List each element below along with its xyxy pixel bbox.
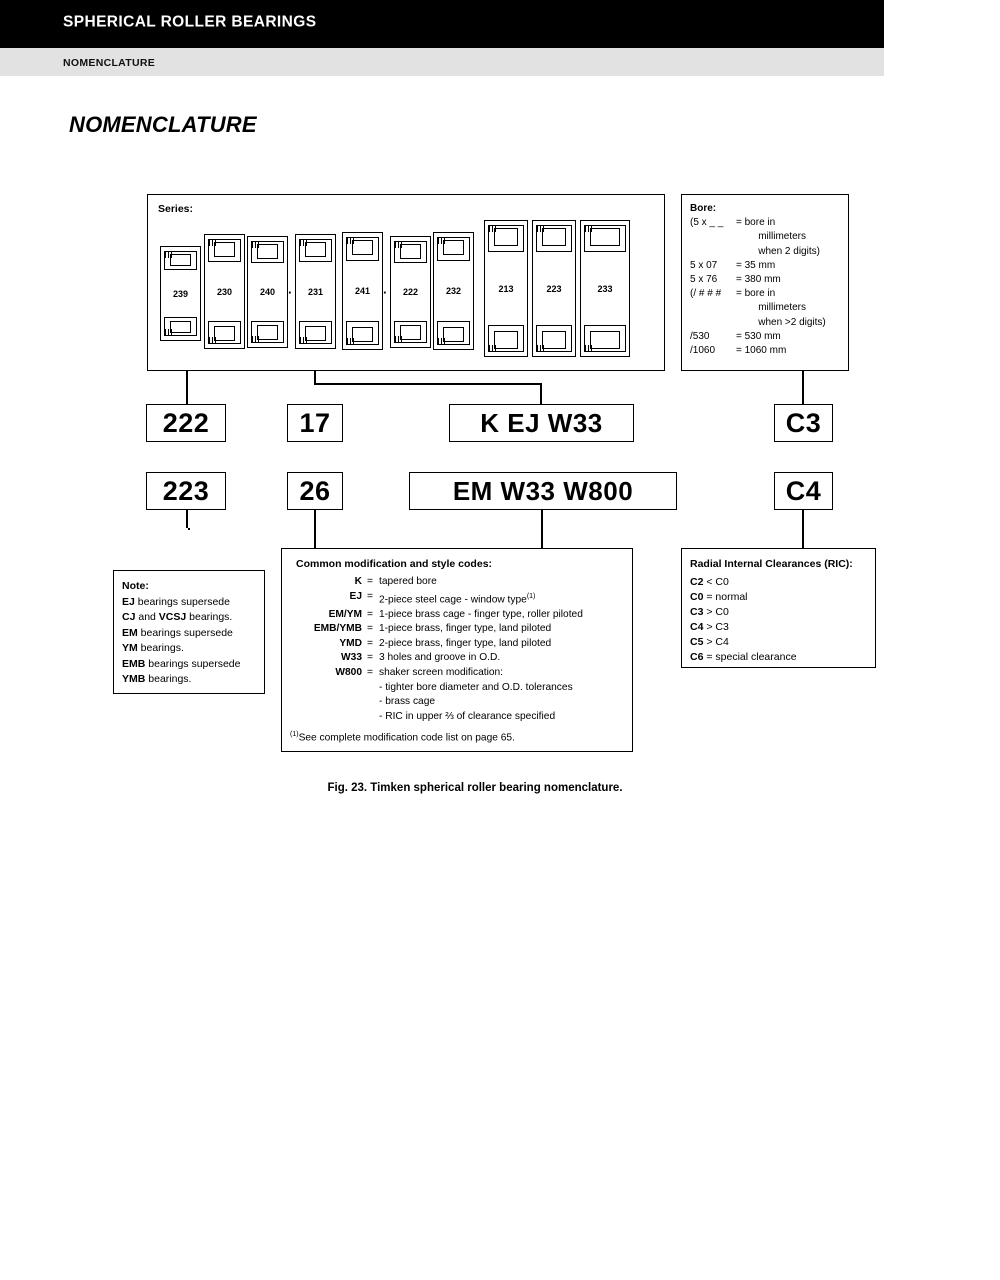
series-cell-label: 239 [172,289,189,299]
bore-line-code: (/ # # # [690,288,722,300]
series-cell-label: 241 [354,286,371,296]
bore-line-code [690,230,736,244]
hatch-icon [438,338,445,344]
note-box-content [122,579,258,688]
bore-line-desc: millimeters [736,231,807,243]
bore-line [690,316,826,330]
bearing-roller-icon [170,321,191,333]
ric-code: C4 [690,621,704,633]
modification-desc: 1-piece brass, finger type, land piloted [379,623,552,635]
bearing-roller-icon [542,331,566,349]
bore-line [690,245,826,259]
modification-row [290,637,626,652]
series-cell [247,236,288,348]
hatch-icon [489,226,496,232]
connector-line [541,510,543,548]
hatch-icon [209,240,216,246]
page-title: NOMENCLATURE [69,112,257,137]
ric-code: C5 [690,636,704,648]
connector-line [802,371,804,404]
modification-sub-item: - tighter bore diameter and O.D. tolerances [379,681,573,693]
ric-box [681,548,876,668]
bore-line [690,216,826,230]
series-cell [342,232,383,350]
bearing-roller-icon [352,327,373,342]
code-box-bore-26: 26 [287,472,343,510]
modification-code: EM/YM [328,608,362,620]
series-cell-label: 222 [402,287,419,297]
bearing-roller-icon [590,228,620,246]
modification-row [290,651,626,666]
bore-box [681,194,849,371]
equals-sign: = [367,590,373,602]
ric-list [690,575,797,665]
hatch-icon [489,345,496,351]
bearing-roller-icon [257,325,278,340]
modification-desc: 1-piece brass cage - finger type, roller piloted [379,608,583,620]
series-cell [204,234,245,349]
bore-line-code [690,301,736,315]
code-box-mods-emw33w800: EM W33 W800 [409,472,677,510]
modification-row [290,622,626,637]
note-line: EJ bearings supersede [122,595,230,608]
bore-line-code: 5 x 07 [690,259,718,271]
ric-code: C6 [690,651,704,663]
hatch-icon [300,337,307,343]
bore-line-desc: when 2 digits) [736,245,820,257]
modification-desc: 2-piece brass, finger type, land piloted [379,637,552,649]
note-line-list [122,595,258,688]
series-cell [484,220,528,357]
code-box-series-222: 222 [146,404,226,442]
equals-sign: = [367,666,373,678]
hatch-icon [395,242,402,248]
bore-line-desc: = 35 mm [736,259,776,271]
bore-line [690,230,826,244]
bore-line-code: /530 [690,330,710,342]
code-box-ric-c3: C3 [774,404,833,442]
modification-code: W33 [341,652,362,664]
series-cell [295,234,336,349]
bearing-roller-icon [494,228,518,246]
connector-line [540,383,542,404]
ric-code: C3 [690,606,704,618]
ric-row: C2 < C0 [690,576,729,588]
bearing-roller-icon [400,325,421,340]
modification-codes-footnote: $^{(1)}$See complete modification code list on page 65. [290,730,515,743]
hatch-icon [395,336,402,342]
bearing-roller-icon [305,242,326,257]
bore-line-desc: = 1060 mm [736,345,787,357]
series-cell-label: 230 [216,287,233,297]
series-cell [580,220,630,357]
hatch-icon [209,337,216,343]
bore-line-code: 5 x 76 [690,274,718,286]
series-cell [390,236,431,348]
modification-desc: 3 holes and groove in O.D. [379,652,501,664]
note-line: CJ and VCSJ bearings. [122,611,233,623]
bore-line-code [690,245,736,259]
bearing-roller-icon [214,242,235,257]
hatch-icon [300,240,307,246]
note-line: EMB bearings supersede [122,657,241,670]
series-cell-group [160,218,656,363]
hatch-icon [585,345,592,351]
footnote-marker: (1) [526,592,536,600]
bearing-roller-icon [443,240,464,255]
modification-code: EJ [349,590,362,602]
connector-line [314,383,542,385]
code-box-mods-kejw33: K EJ W33 [449,404,634,442]
bore-line-desc: millimeters [736,302,807,314]
bearing-roller-icon [590,331,620,349]
modification-row [290,608,626,623]
note-box-title: Note: [122,580,149,592]
series-separator-dot: · [383,285,388,300]
hatch-icon [165,252,172,258]
bearing-roller-icon [352,240,373,255]
figure-caption: Fig. 23. Timken spherical roller bearing nomenclature. [327,782,623,794]
bore-line [690,301,826,315]
hatch-icon [537,345,544,351]
connector-line [188,528,190,530]
bore-line [690,330,826,344]
bore-line-desc: = 530 mm [736,330,781,342]
series-cell [433,232,474,350]
bore-line [690,287,826,301]
modification-sub-item: - RIC in upper ⅔ of clearance specified [379,710,556,722]
hatch-icon [252,336,259,342]
bearing-roller-icon [214,326,235,341]
code-box-bore-17: 17 [287,404,343,442]
ric-row: C6 = special clearance [690,651,797,663]
code-box-ric-c4: C4 [774,472,833,510]
hatch-icon [537,226,544,232]
series-separator-dot: · [288,285,293,300]
series-cell-label: 233 [597,284,613,294]
bearing-roller-icon [542,228,566,246]
modification-code: W800 [335,666,362,678]
bore-line [690,259,826,273]
equals-sign: = [367,576,373,587]
modification-row [290,575,626,590]
hatch-icon [165,329,172,335]
bore-line [690,273,826,287]
connector-line [186,371,188,404]
series-cell-label: 223 [546,284,562,294]
bore-line-desc: = bore in [736,217,776,229]
bore-box-content [690,202,826,358]
note-line: EM bearings supersede [122,626,233,639]
connector-line [314,371,316,383]
series-cell [532,220,576,357]
modification-sub-item: - brass cage [379,696,436,708]
bore-line-list [690,216,826,358]
modification-desc: shaker screen modification: [379,666,504,678]
bore-line-code [690,316,736,330]
series-cell-label: 232 [445,286,462,296]
equals-sign: = [367,652,373,664]
hatch-icon [585,226,592,232]
note-line: YMB bearings. [122,673,192,685]
bearing-roller-icon [170,254,191,266]
equals-sign: = [367,608,373,620]
bore-line-code: (5 x _ _ [690,217,724,229]
connector-line [314,510,316,548]
connector-line [802,510,804,548]
series-box [147,194,665,371]
bearing-roller-icon [305,326,326,341]
footnote-marker: (1) [290,730,299,738]
series-cell-label: 213 [498,284,514,294]
hatch-icon [347,238,354,244]
modification-code: YMD [339,637,362,649]
bore-line-desc: = bore in [736,288,776,300]
hatch-icon [252,242,259,248]
ric-row: C0 = normal [690,591,748,603]
ric-code: C2 [690,576,704,588]
series-cell [160,246,201,341]
modification-codes-list [290,575,626,724]
bore-line [690,344,826,358]
bore-box-title: Bore: [690,203,717,214]
series-box-label: Series: [158,203,194,215]
modification-codes-box [281,548,633,752]
series-cell-label: 240 [259,287,276,297]
modification-row [290,590,626,608]
header-section-label: NOMENCLATURE [63,57,156,69]
ric-row: C3 > C0 [690,606,729,618]
ric-box-title: Radial Internal Clearances (RIC): [690,558,853,570]
modification-desc: tapered bore [379,576,437,587]
ric-row: C4 > C3 [690,621,729,633]
bearing-roller-icon [400,244,421,259]
bore-line-desc: when >2 digits) [736,316,826,328]
bearing-roller-icon [494,331,518,349]
code-box-series-223: 223 [146,472,226,510]
connector-line [186,510,188,528]
bore-line-desc: = 380 mm [736,274,781,286]
ric-code: C0 [690,591,704,603]
ric-row: C5 > C4 [690,636,729,648]
note-box [113,570,265,694]
modification-code: EMB/YMB [313,623,362,635]
modification-row [290,666,626,681]
equals-sign: = [367,623,373,635]
hatch-icon [347,338,354,344]
bore-line-code: /1060 [690,345,716,357]
bearing-roller-icon [443,327,464,342]
equals-sign: = [367,637,373,649]
bearing-roller-icon [257,244,278,259]
note-line: YM bearings. [122,642,184,654]
hatch-icon [438,238,445,244]
series-cell-label: 231 [307,287,324,297]
modification-desc: 2-piece steel cage - window type$^{(1)}$ [379,592,536,605]
header-title: SPHERICAL ROLLER BEARINGS [63,13,317,31]
modification-code: K [354,576,362,587]
modification-codes-title: Common modification and style codes: [296,558,493,570]
